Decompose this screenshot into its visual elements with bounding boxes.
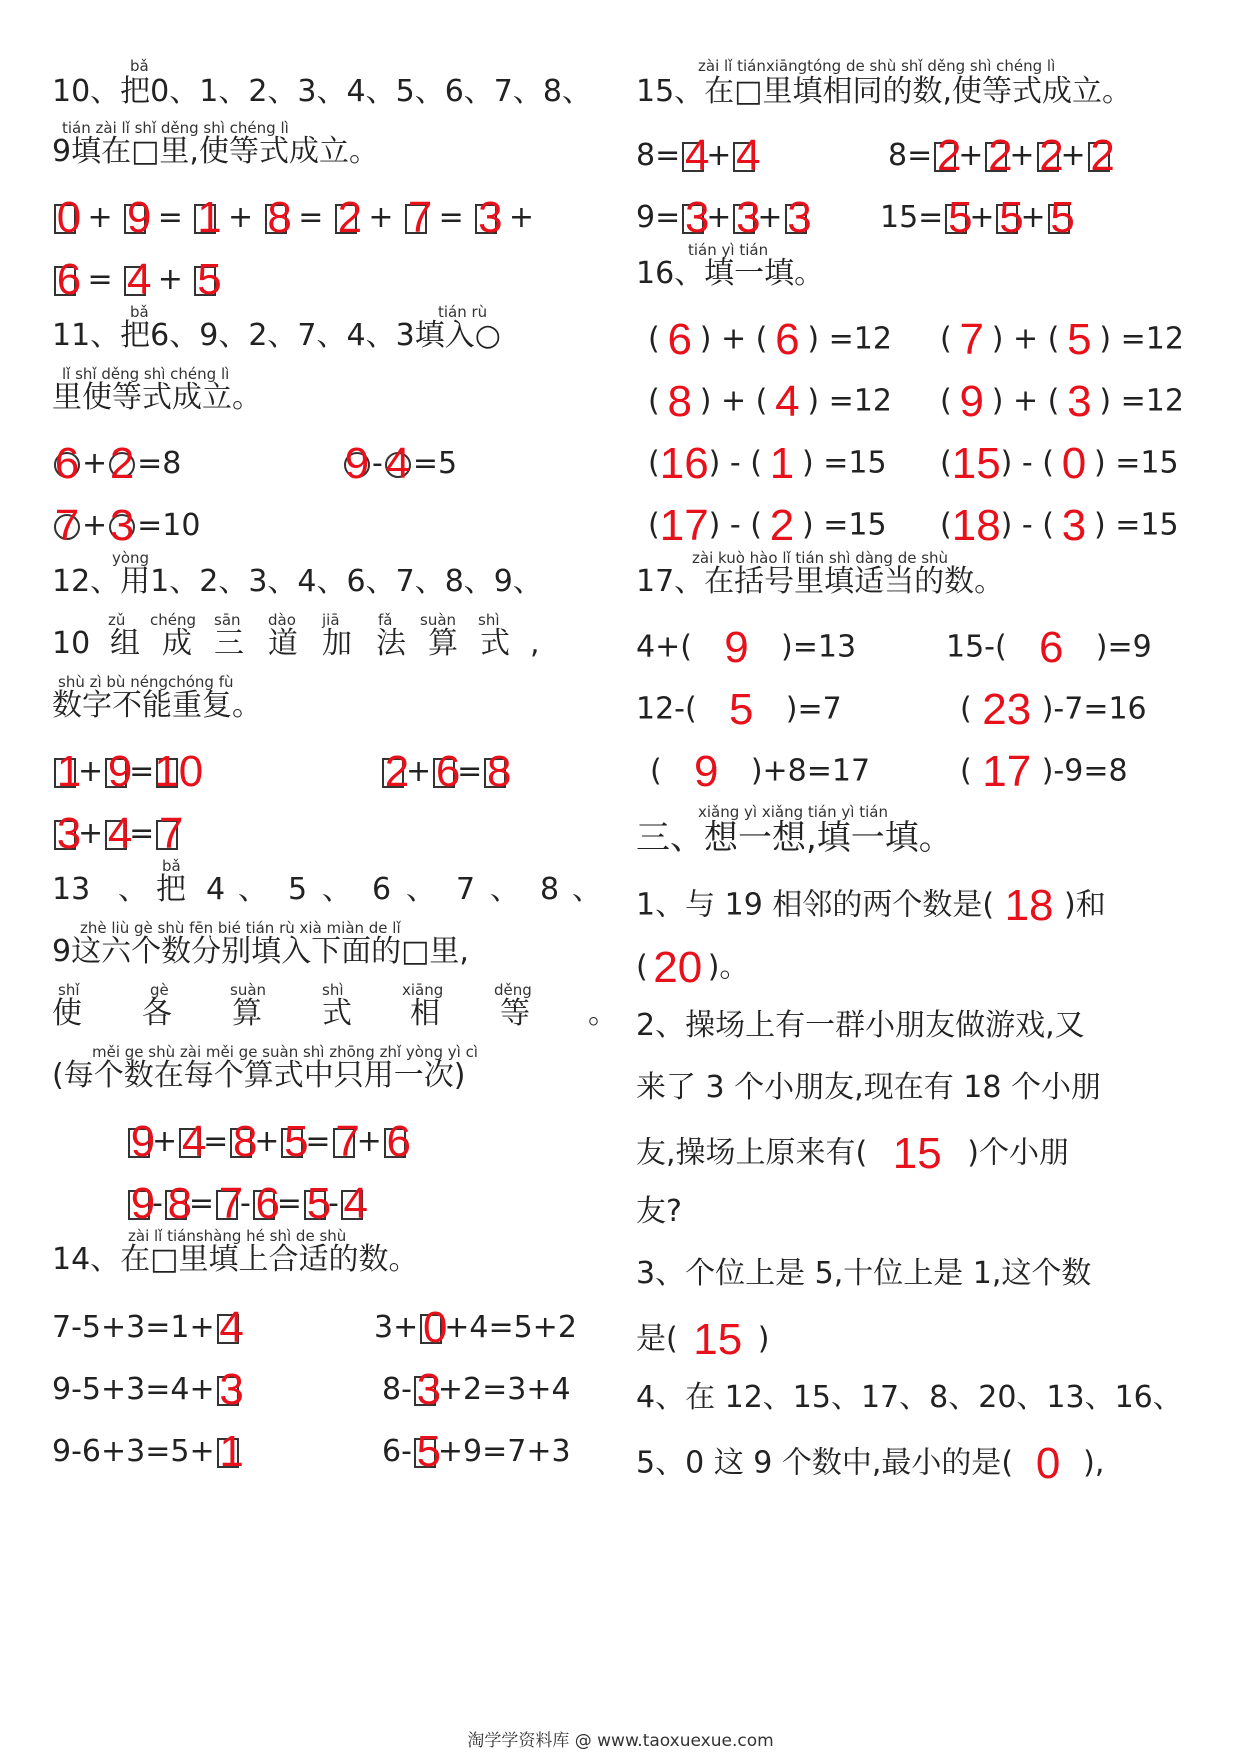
q13-py3-4: xiāng xyxy=(402,981,444,999)
answer-box[interactable]: 6 xyxy=(384,1128,406,1158)
s3-q1-line-1: 1、与 19 相邻的两个数是( 18 )和 xyxy=(636,881,1106,930)
q13-line-1-10: 、 xyxy=(490,872,520,907)
q13-py3-2: suàn xyxy=(230,981,267,999)
answer-box[interactable]: 5 xyxy=(281,1128,303,1158)
q13-line-3-6: 。 xyxy=(588,996,618,1031)
q12-py2-2: sān xyxy=(214,611,241,629)
q13-line-1-9: 7 xyxy=(456,872,476,907)
answer-box[interactable]: 7 xyxy=(333,1128,355,1158)
q12-line-2-5: 加 xyxy=(322,626,352,661)
q12-line-3: 数字不能重复。 xyxy=(52,688,262,723)
q17-item-6: ( 17 )-9=8 xyxy=(960,747,1128,796)
q15-equation-1: 8= 4 + 4 xyxy=(636,130,761,180)
q16-row-2-left: ( 8 ) + ( 4 ) =12 xyxy=(648,377,892,426)
s3-q2-line-3: 友,操场上原来有( 15 )个小朋 xyxy=(636,1129,1069,1178)
q12-py2-7: shì xyxy=(478,611,500,629)
page-footer: 淘学学资料库 @ www.taoxuexue.com xyxy=(467,1731,774,1751)
q13-line-1-6: 、 xyxy=(322,872,352,907)
q16-row-3-left: (16) - ( 1 ) =15 xyxy=(648,439,887,488)
answer-box[interactable]: 3 xyxy=(475,204,497,234)
s3-q3-line-1: 3、个位上是 5,十位上是 1,这个数 xyxy=(636,1256,1092,1291)
q17-item-3: 12-( 5 )=7 xyxy=(636,685,842,734)
answer-box[interactable]: 0 xyxy=(54,204,76,234)
answer-box[interactable]: 4 xyxy=(733,142,755,172)
answer-box[interactable]: 6 xyxy=(54,266,76,296)
q17-pinyin-1: zài kuò hào lǐ tián shì dàng de shù xyxy=(692,549,949,567)
q12-py2-1: chéng xyxy=(150,611,197,629)
answer-box[interactable]: 7 xyxy=(405,204,427,234)
answer-box[interactable]: 4 xyxy=(217,1314,239,1344)
q13-line-1-8: 、 xyxy=(406,872,436,907)
answer-box[interactable]: 6 xyxy=(433,758,455,788)
q12-equation-3: 3 + 4 = 7 xyxy=(52,816,180,852)
q13-line-3-0: 使 xyxy=(52,996,82,1031)
answer-box[interactable]: 8 xyxy=(165,1190,187,1220)
answer-box[interactable]: 5 xyxy=(304,1190,326,1220)
q13-line-1-11: 8 xyxy=(540,872,560,907)
q13-line-3-5: 等 xyxy=(500,996,530,1031)
answer-box[interactable]: 0 xyxy=(420,1314,442,1344)
answer-box[interactable]: 1 xyxy=(217,1438,239,1468)
q13-equation-2: 9 - 8 = 7 - 6 = 5 - 4 xyxy=(126,1186,365,1222)
q11-pinyin-2: lǐ shǐ děng shì chéng lì xyxy=(62,365,230,383)
q16-row-1-left: ( 6 ) + ( 6 ) =12 xyxy=(648,315,892,364)
answer-box[interactable]: 3 xyxy=(785,204,807,234)
answer-box[interactable]: 7 xyxy=(156,820,178,850)
answer-box[interactable]: 2 xyxy=(934,142,956,172)
q12-line-2-3: 三 xyxy=(214,626,244,661)
answer-box[interactable]: 3 xyxy=(217,1376,239,1406)
q10-equation-2: 6 = 4 + 5 xyxy=(52,262,218,298)
answer-box[interactable]: 5 xyxy=(945,204,967,234)
q15-equation-4: 15= 5 + 5 + 5 xyxy=(880,192,1075,242)
answer-box[interactable]: 10 xyxy=(154,746,204,796)
q17-item-5: ( 9 )+8=17 xyxy=(650,747,871,796)
q12-py2-3: dào xyxy=(268,611,296,629)
answer-box[interactable]: 4 xyxy=(682,142,704,172)
q12-py2-0: zǔ xyxy=(108,611,126,629)
q15-equation-2: 8= 2 + 2 + 2 + 2 xyxy=(888,130,1115,180)
q11-line-1: 11、把6、9、2、7、4、3填入○ xyxy=(52,318,501,353)
q15-equation-3: 9= 3 + 3 + 3 xyxy=(636,192,812,242)
answer-box[interactable]: 4 xyxy=(105,820,127,850)
q13-line-1-12: 、 xyxy=(572,872,602,907)
answer-box[interactable]: 5 xyxy=(1048,204,1070,234)
answer-box[interactable]: 9 xyxy=(105,758,127,788)
q13-line-2: 9这六个数分别填入下面的□里, xyxy=(52,934,469,969)
q13-line-1-0: 13 xyxy=(52,872,91,907)
q13-line-1-7: 6 xyxy=(372,872,392,907)
q13-py3-5: děng xyxy=(494,981,532,999)
q14-item-3: 9-5+3=4+ 3 xyxy=(52,1364,244,1414)
s3-q3-line-2: 是( 15 ) xyxy=(636,1315,770,1364)
q16-pinyin-1: tián yì tián xyxy=(688,241,769,259)
q12-pinyin-3: shù zì bù néngchóng fù xyxy=(58,673,234,691)
answer-box[interactable]: 2 xyxy=(382,758,404,788)
q13-line-3-4: 相 xyxy=(410,996,440,1031)
q11-pinyin-1b: tián rù xyxy=(438,303,488,321)
q13-pinyin-4: měi ge shù zài měi ge suàn shì zhōng zhǐ yòng yì cì xyxy=(92,1043,478,1061)
q10-equation-1: 0 + 9 = 1 + 8 = 2 + 7 = 3 + xyxy=(52,200,534,236)
s3-q4-line-1: 4、在 12、15、17、8、20、13、16、 xyxy=(636,1380,1183,1415)
q11-line-2: 里使等式成立。 xyxy=(52,380,262,415)
q13-py3-1: gè xyxy=(150,981,169,999)
q13-py3-0: shǐ xyxy=(58,981,80,999)
q16-row-1-right: ( 7 ) + ( 5 ) =12 xyxy=(940,315,1184,364)
answer-circle[interactable]: 3 xyxy=(109,500,135,550)
q17-item-1: 4+( 9 )=13 xyxy=(636,623,857,672)
q12-line-2-0: 10 xyxy=(52,626,91,661)
answer-circle[interactable]: 9 xyxy=(344,438,370,488)
s3-q1-line-2: ( 20 )。 xyxy=(636,943,750,992)
q12-line-2-2: 成 xyxy=(162,626,192,661)
answer-box[interactable]: 3 xyxy=(54,820,76,850)
answer-box[interactable]: 5 xyxy=(414,1438,436,1468)
answer-box[interactable]: 2 xyxy=(985,142,1007,172)
q12-py2-4: jiā xyxy=(322,611,340,629)
q10-pinyin-2: tián zài lǐ shǐ děng shì chéng lì xyxy=(62,119,289,137)
answer-box[interactable]: 2 xyxy=(1037,142,1059,172)
answer-circle[interactable]: 7 xyxy=(54,500,80,550)
q12-line-2-7: 算 xyxy=(428,626,458,661)
q14-line-1: 14、在□里填上合适的数。 xyxy=(52,1242,419,1277)
q14-item-6: 6- 5 +9=7+3 xyxy=(382,1426,571,1476)
answer-box[interactable]: 7 xyxy=(216,1190,238,1220)
q13-py3-3: shì xyxy=(322,981,344,999)
answer-circle[interactable]: 2 xyxy=(109,438,135,488)
q13-line-4: (每个数在每个算式中只用一次) xyxy=(52,1058,466,1093)
q12-pinyin-1: yòng xyxy=(112,549,150,567)
q12-line-2-4: 道 xyxy=(268,626,298,661)
answer-box[interactable]: 8 xyxy=(265,204,287,234)
q12-equation-2: 2 + 6 = 8 xyxy=(380,754,508,790)
q16-row-3-right: (15) - ( 0 ) =15 xyxy=(940,439,1179,488)
q16-line-1: 16、填一填。 xyxy=(636,256,825,291)
q14-item-4: 8- 3 +2=3+4 xyxy=(382,1364,571,1414)
q14-item-5: 9-6+3=5+ 1 xyxy=(52,1426,244,1476)
q13-equation-1: 9 + 4 = 8 + 5 = 7 + 6 xyxy=(126,1124,408,1160)
answer-box[interactable]: 3 xyxy=(733,204,755,234)
q12-line-2-1: 组 xyxy=(110,626,140,661)
q14-pinyin-1: zài lǐ tiánshàng hé shì de shù xyxy=(128,1227,347,1245)
answer-box[interactable]: 9 xyxy=(128,1128,150,1158)
answer-box[interactable]: 9 xyxy=(124,204,146,234)
answer-box[interactable]: 9 xyxy=(128,1190,150,1220)
q10-pinyin-1: bǎ xyxy=(130,57,149,75)
answer-box[interactable]: 2 xyxy=(1088,142,1110,172)
q12-py2-5: fǎ xyxy=(378,611,393,629)
q12-py2-6: suàn xyxy=(420,611,457,629)
answer-box[interactable]: 1 xyxy=(194,204,216,234)
q13-line-1-4: 、 xyxy=(238,872,268,907)
answer-circle[interactable]: 6 xyxy=(54,438,80,488)
s3-q2-line-1: 2、操场上有一群小朋友做游戏,又 xyxy=(636,1008,1085,1043)
q17-item-4: ( 23 )-7=16 xyxy=(960,685,1147,734)
q12-line-2-9: , xyxy=(530,626,540,661)
q13-line-3-2: 算 xyxy=(232,996,262,1031)
s3-q2-line-4: 友? xyxy=(636,1194,682,1229)
answer-box[interactable]: 3 xyxy=(414,1376,436,1406)
q14-item-2: 3+ 0 +4=5+2 xyxy=(374,1302,577,1352)
answer-box[interactable]: 8 xyxy=(484,758,506,788)
answer-box[interactable]: 2 xyxy=(335,204,357,234)
q12-line-1: 12、用1、2、3、4、6、7、8、9、 xyxy=(52,564,543,599)
answer-circle[interactable]: 4 xyxy=(385,438,411,488)
q11-pinyin-1a: bǎ xyxy=(130,303,149,321)
q17-line-1: 17、在括号里填适当的数。 xyxy=(636,564,1005,599)
q12-equation-1: 1 + 9 = 10 xyxy=(52,754,180,790)
q10-line-1: 10、把0、1、2、3、4、5、6、7、8、 xyxy=(52,74,592,109)
answer-box[interactable]: 4 xyxy=(124,266,146,296)
answer-box[interactable]: 4 xyxy=(341,1190,363,1220)
q12-line-2-8: 式 xyxy=(480,626,510,661)
answer-box[interactable]: 8 xyxy=(230,1128,252,1158)
q16-row-4-left: (17) - ( 2 ) =15 xyxy=(648,501,887,550)
q13-pinyin-2: zhè liù gè shù fēn bié tián rù xià miàn de lǐ xyxy=(80,919,401,937)
q16-row-4-right: (18) - ( 3 ) =15 xyxy=(940,501,1179,550)
q11-equation-2: 9 - 4 =5 xyxy=(344,438,458,488)
q11-equation-3: 7 + 3 =10 xyxy=(54,500,201,550)
q13-line-3-1: 各 xyxy=(142,996,172,1031)
s3-pinyin-1: xiǎng yì xiǎng tián yì tián xyxy=(698,803,888,821)
s3-title: 三、想一想,填一填。 xyxy=(636,818,953,858)
q11-equation-1: 6 + 2 =8 xyxy=(54,438,182,488)
answer-box[interactable]: 4 xyxy=(179,1128,201,1158)
q13-line-3-3: 式 xyxy=(322,996,352,1031)
q15-line-1: 15、在□里填相同的数,使等式成立。 xyxy=(636,74,1133,109)
answer-box[interactable]: 6 xyxy=(253,1190,275,1220)
q13-line-1-1: 、 xyxy=(118,872,148,907)
s3-q2-line-2: 来了 3 个小朋友,现在有 18 个小朋 xyxy=(636,1070,1101,1105)
answer-box[interactable]: 3 xyxy=(682,204,704,234)
q16-row-2-right: ( 9 ) + ( 3 ) =12 xyxy=(940,377,1184,426)
answer-box[interactable]: 1 xyxy=(54,758,76,788)
q17-item-2: 15-( 6 )=9 xyxy=(946,623,1152,672)
q15-pinyin-1: zài lǐ tiánxiāngtóng de shù shǐ děng shì chéng lì xyxy=(698,57,1056,75)
answer-box[interactable]: 5 xyxy=(996,204,1018,234)
q10-line-2: 9填在□里,使等式成立。 xyxy=(52,134,379,169)
s3-q4-line-2: 5、0 这 9 个数中,最小的是( 0 ), xyxy=(636,1439,1105,1488)
q13-pinyin-1: bǎ xyxy=(162,857,181,875)
q12-line-2-6: 法 xyxy=(376,626,406,661)
answer-box[interactable]: 5 xyxy=(194,266,216,296)
q14-item-1: 7-5+3=1+ 4 xyxy=(52,1302,244,1352)
q13-line-1-2: 把 xyxy=(156,872,186,907)
q13-line-1-5: 5 xyxy=(288,872,308,907)
q13-line-1-3: 4 xyxy=(206,872,226,907)
